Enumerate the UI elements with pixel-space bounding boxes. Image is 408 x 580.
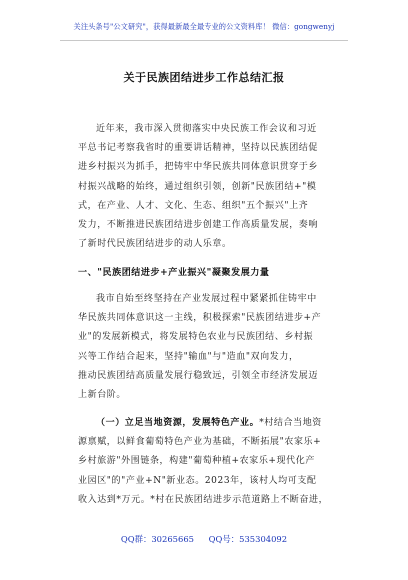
- paragraph-line: 上新台阶。: [78, 390, 127, 401]
- paragraph-text: *村结合当地资: [259, 418, 322, 428]
- intro-paragraph: [78, 120, 329, 254]
- section-paragraph: [78, 290, 329, 405]
- paragraph-line: 发力，不断推进民族团结进步创建工作高质量发展，奏响: [78, 220, 319, 231]
- paragraph-line: 我市自始至终坚持在产业发展过程中紧紧抓住铸牢中: [96, 294, 317, 304]
- paragraph-line: 源禀赋，以鲜食葡萄特色产业为基础，不断拓展"农家乐+: [78, 437, 322, 448]
- qq-number: QQ号：535304092: [208, 534, 288, 544]
- paragraph-line: 近年来，我市深入贯彻落实中央民族工作会议和习近: [96, 124, 317, 134]
- paragraph-line: 乡村旅游"外围链条，构建"葡萄种植+农家乐+现代化产: [78, 456, 315, 467]
- document-title: 关于民族团结进步工作总结汇报: [123, 71, 285, 84]
- subsection-paragraph: [78, 414, 329, 510]
- paragraph-line: 业园区"的"产业+N"新业态。2023年，该村人均可支配: [78, 475, 317, 486]
- qq-group: QQ群：30265665: [120, 534, 194, 544]
- paragraph-line: 收入达到*万元。*村在民族团结进步示范道路上不断奋进，: [78, 494, 329, 505]
- paragraph-line: 兴等工作结合起来，坚持"输血"与"造血"双向发力，: [78, 351, 299, 362]
- paragraph-line: 进乡村振兴为抓手，把铸牢中华民族共同体意识贯穿于乡: [78, 162, 319, 173]
- paragraph-line: 业"的发展新模式，将发展特色农业与民族团结、乡村振: [78, 332, 314, 343]
- subsection-heading: （一）立足当地资源，发展特色产业。: [96, 418, 260, 428]
- section-heading: 一、"民族团结进步+产业振兴"凝聚发展力量: [78, 268, 270, 278]
- paragraph-line: [78, 414, 329, 433]
- footer-contact: [0, 533, 408, 545]
- paragraph-line: 式，在产业、人才、文化、生态、组织"五个振兴"上齐: [78, 200, 309, 211]
- header-banner: 关注头条号"公文研究"，获得最新最全最专业的公文资料库！ 微信：gongwenyj: [73, 22, 335, 31]
- paragraph-line: 了新时代民族团结进步的动人乐章。: [78, 239, 232, 250]
- paragraph-line: 平总书记考察我省时的重要讲话精神，坚持以民族团结促: [78, 143, 319, 154]
- paragraph-line: 华民族共同体意识这一主线，积极探索"民族团结进步+产: [78, 313, 322, 324]
- paragraph-line: 村振兴战略的始终，通过组织引领，创新"民族团结+"模: [78, 181, 317, 192]
- header-divider: [60, 40, 348, 41]
- paragraph-line: 推动民族团结高质量发展行稳致远，引领全市经济发展迈: [78, 370, 319, 381]
